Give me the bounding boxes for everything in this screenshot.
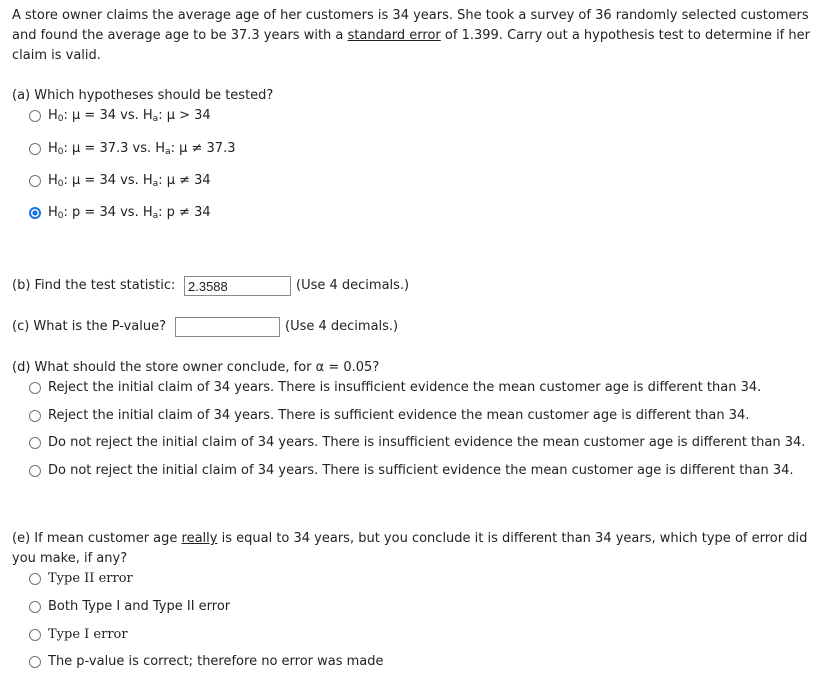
conclusion-option-label: Do not reject the initial claim of 34 years. There is sufficient evidence the mean customer age is different than 34. xyxy=(48,463,794,478)
radio-button[interactable] xyxy=(29,175,41,187)
part-e-text: (e) If mean customer age xyxy=(12,531,182,546)
radio-button[interactable] xyxy=(29,437,41,449)
hypothesis-option-label: $H_0$: p = 34 vs. $H_a$: p ≠ 34 xyxy=(48,205,211,221)
really-link[interactable]: really xyxy=(181,531,218,546)
part-c-hint: (Use 4 decimals.) xyxy=(285,319,399,334)
error-type-option-label: The p-value is correct; therefore no error was made xyxy=(48,654,384,669)
radio-button[interactable] xyxy=(29,382,41,394)
radio-button[interactable] xyxy=(29,656,41,668)
part-e-question xyxy=(12,529,822,569)
conclusion-option-label: Do not reject the initial claim of 34 years. There is insufficient evidence the mean customer age is different than 34. xyxy=(48,435,806,450)
part-b-hint: (Use 4 decimals.) xyxy=(296,278,410,293)
conclusion-option[interactable] xyxy=(29,463,794,478)
error-type-option[interactable] xyxy=(29,627,128,642)
conclusion-option[interactable] xyxy=(29,408,749,423)
p-value-input[interactable] xyxy=(175,317,280,337)
radio-button[interactable] xyxy=(29,143,41,155)
radio-button[interactable] xyxy=(29,601,41,613)
radio-button[interactable] xyxy=(29,573,41,585)
test-statistic-input[interactable] xyxy=(184,276,291,296)
radio-button[interactable] xyxy=(29,410,41,422)
part-e-text-end: is equal to 34 years, but you conclude it is different than 34 years, which type of error did you make, if any? xyxy=(12,531,808,566)
conclusion-option-label: Reject the initial claim of 34 years. There is sufficient evidence the mean customer age is different than 34. xyxy=(48,408,750,423)
hypothesis-option[interactable] xyxy=(29,108,211,124)
hypothesis-option[interactable] xyxy=(29,141,235,157)
hypothesis-option-label: $H_0$: μ = 34 vs. $H_a$: μ > 34 xyxy=(48,108,211,124)
hypothesis-option-label: $H_0$: μ = 37.3 vs. $H_a$: μ ≠ 37.3 xyxy=(48,141,236,157)
radio-button[interactable] xyxy=(29,110,41,122)
radio-button[interactable] xyxy=(29,207,41,219)
radio-button[interactable] xyxy=(29,629,41,641)
error-type-option[interactable] xyxy=(29,599,230,614)
hypothesis-option-label: $H_0$: μ = 34 vs. $H_a$: μ ≠ 34 xyxy=(48,173,211,189)
error-type-option-label: Type I error xyxy=(48,627,128,642)
intro-text-end: of 1.399. Carry out a hypothesis test to determine if her claim is valid. xyxy=(12,28,810,63)
part-d-question: (d) What should the store owner conclude, for α = 0.05? xyxy=(12,360,380,375)
radio-button[interactable] xyxy=(29,465,41,477)
part-b-question: (b) Find the test statistic: xyxy=(12,278,176,293)
standard-error-link[interactable]: standard error xyxy=(347,28,441,43)
part-c-question: (c) What is the P-value? xyxy=(12,319,167,334)
part-a-question: (a) Which hypotheses should be tested? xyxy=(12,88,274,103)
error-type-option-label: Both Type I and Type II error xyxy=(48,599,231,614)
hypothesis-option[interactable] xyxy=(29,205,211,221)
error-type-option[interactable] xyxy=(29,654,384,669)
error-type-option[interactable] xyxy=(29,571,133,586)
conclusion-option-label: Reject the initial claim of 34 years. There is insufficient evidence the mean customer age is different than 34. xyxy=(48,380,762,395)
error-type-option-label: Type II error xyxy=(48,571,133,586)
intro-text: A store owner claims the average age of her customers is 34 years. She took a survey of 36 randomly selected customers and found the average age to be 37.3 years with a xyxy=(12,8,809,43)
hypothesis-option[interactable] xyxy=(29,173,211,189)
problem-statement xyxy=(12,6,822,66)
conclusion-option[interactable] xyxy=(29,435,805,450)
conclusion-option[interactable] xyxy=(29,380,761,395)
